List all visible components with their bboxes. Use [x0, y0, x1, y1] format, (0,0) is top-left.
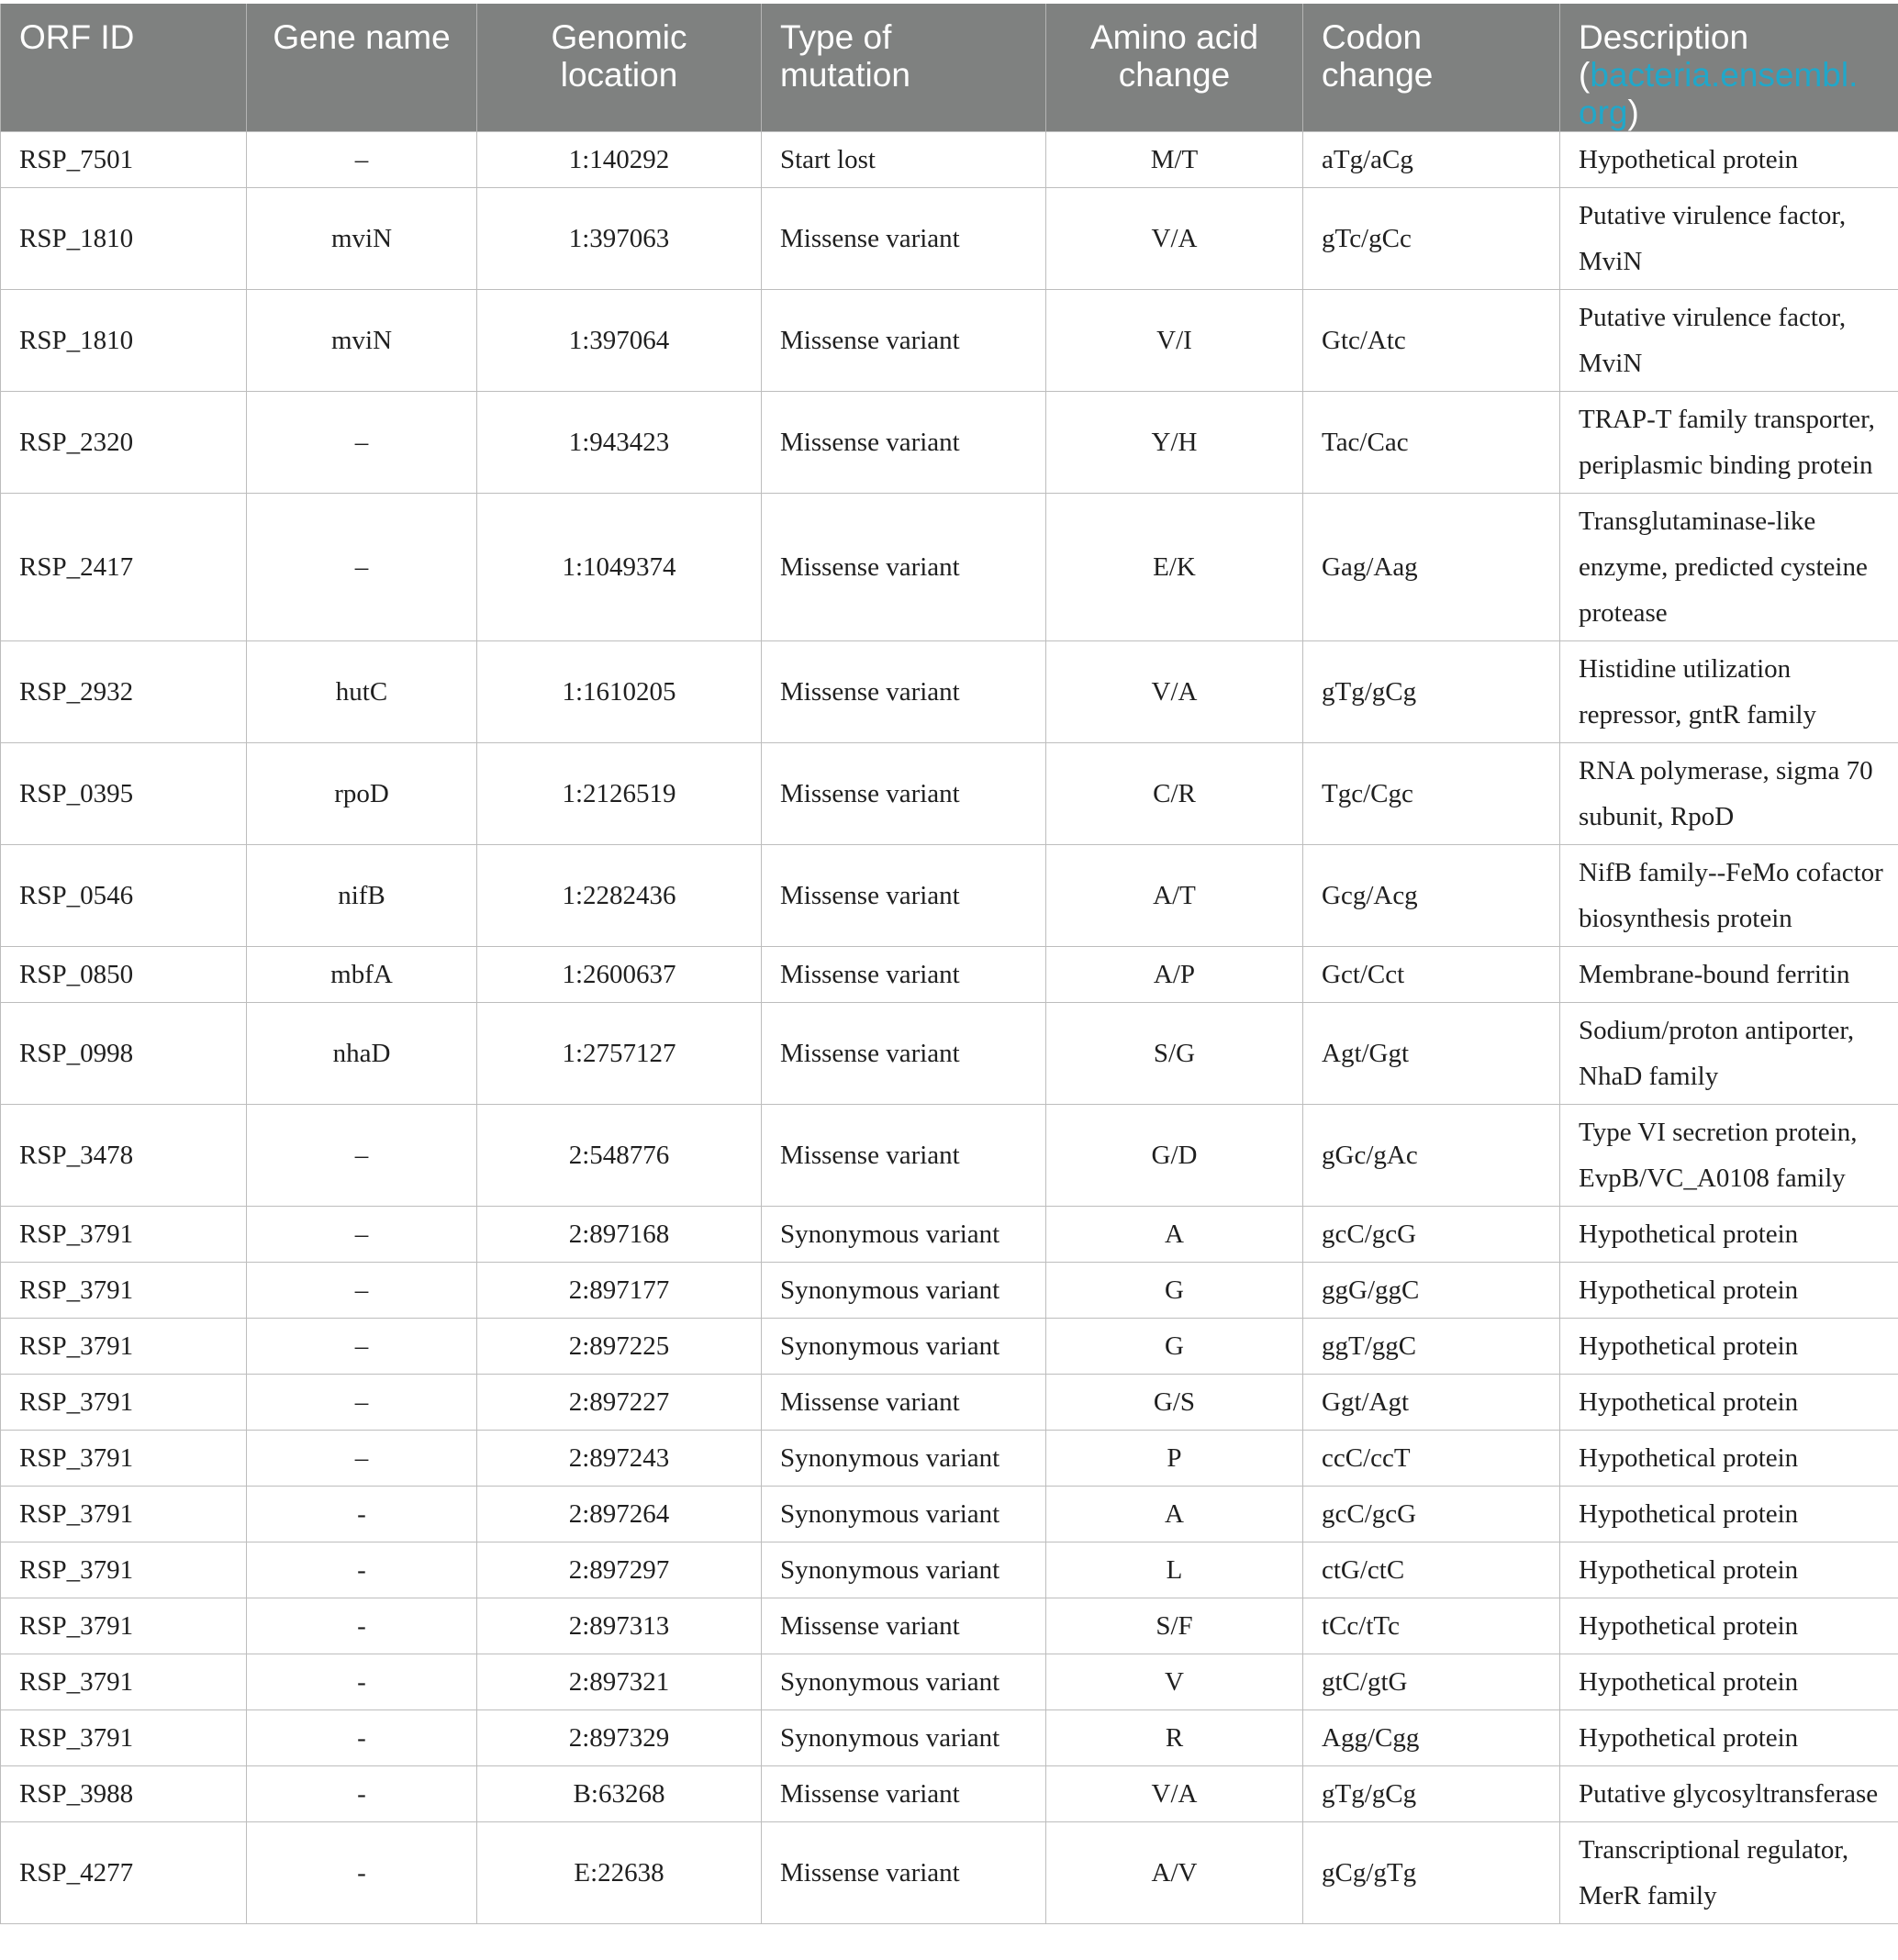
cell-type-of-mutation: Missense variant	[762, 290, 1046, 392]
table-row	[1, 1319, 1898, 1375]
cell-amino-acid-change: A/T	[1046, 845, 1303, 947]
cell-description: Hypothetical protein	[1560, 1710, 1898, 1766]
cell-orf-id: RSP_3988	[1, 1766, 247, 1822]
cell-description: Hypothetical protein	[1560, 1654, 1898, 1710]
cell-orf-id: RSP_3791	[1, 1375, 247, 1431]
cell-gene-name: –	[247, 392, 477, 494]
cell-orf-id: RSP_3791	[1, 1263, 247, 1319]
cell-codon-change: gTg/gCg	[1303, 1766, 1560, 1822]
cell-orf-id: RSP_3791	[1, 1487, 247, 1542]
cell-gene-name: -	[247, 1487, 477, 1542]
cell-orf-id: RSP_3791	[1, 1207, 247, 1263]
table-row	[1, 1431, 1898, 1487]
cell-type-of-mutation: Missense variant	[762, 641, 1046, 743]
cell-type-of-mutation: Synonymous variant	[762, 1654, 1046, 1710]
cell-gene-name: mviN	[247, 188, 477, 290]
cell-genomic-location: 2:897177	[477, 1263, 762, 1319]
cell-orf-id: RSP_0850	[1, 947, 247, 1003]
cell-description: TRAP-T family transporter, periplasmic binding protein	[1560, 392, 1898, 494]
cell-genomic-location: 1:397063	[477, 188, 762, 290]
cell-amino-acid-change: E/K	[1046, 494, 1303, 641]
cell-description: Transcriptional regulator, MerR family	[1560, 1822, 1898, 1924]
cell-genomic-location: 1:2126519	[477, 743, 762, 845]
table-row	[1, 1542, 1898, 1598]
cell-description: Putative glycosyltransferase	[1560, 1766, 1898, 1822]
cell-description: Hypothetical protein	[1560, 1542, 1898, 1598]
cell-gene-name: –	[247, 1105, 477, 1207]
cell-amino-acid-change: G/D	[1046, 1105, 1303, 1207]
cell-description: RNA polymerase, sigma 70 subunit, RpoD	[1560, 743, 1898, 845]
header-amino-acid-change: Amino acid change	[1046, 4, 1303, 132]
cell-orf-id: RSP_0546	[1, 845, 247, 947]
cell-orf-id: RSP_3791	[1, 1598, 247, 1654]
cell-type-of-mutation: Missense variant	[762, 392, 1046, 494]
cell-gene-name: –	[247, 494, 477, 641]
ensembl-link[interactable]	[1579, 56, 1858, 131]
cell-amino-acid-change: G	[1046, 1319, 1303, 1375]
cell-description: Hypothetical protein	[1560, 1431, 1898, 1487]
cell-amino-acid-change: A/P	[1046, 947, 1303, 1003]
cell-orf-id: RSP_3478	[1, 1105, 247, 1207]
table-row	[1, 641, 1898, 743]
cell-genomic-location: 1:2282436	[477, 845, 762, 947]
cell-orf-id: RSP_3791	[1, 1654, 247, 1710]
cell-orf-id: RSP_4277	[1, 1822, 247, 1924]
cell-orf-id: RSP_2417	[1, 494, 247, 641]
cell-codon-change: ggT/ggC	[1303, 1319, 1560, 1375]
cell-genomic-location: 1:1049374	[477, 494, 762, 641]
cell-gene-name: -	[247, 1542, 477, 1598]
table-row	[1, 188, 1898, 290]
cell-type-of-mutation: Synonymous variant	[762, 1207, 1046, 1263]
cell-type-of-mutation: Missense variant	[762, 188, 1046, 290]
cell-amino-acid-change: Y/H	[1046, 392, 1303, 494]
table-row	[1, 1598, 1898, 1654]
cell-genomic-location: 2:897168	[477, 1207, 762, 1263]
cell-genomic-location: 2:548776	[477, 1105, 762, 1207]
cell-type-of-mutation: Missense variant	[762, 1766, 1046, 1822]
cell-gene-name: nhaD	[247, 1003, 477, 1105]
cell-description: Hypothetical protein	[1560, 1375, 1898, 1431]
cell-orf-id: RSP_3791	[1, 1710, 247, 1766]
ensembl-link-line2: org	[1579, 94, 1628, 131]
table-row	[1, 132, 1898, 188]
cell-codon-change: gTg/gCg	[1303, 641, 1560, 743]
cell-description: Hypothetical protein	[1560, 1207, 1898, 1263]
cell-description: Hypothetical protein	[1560, 1263, 1898, 1319]
header-gene-name: Gene name	[247, 4, 477, 132]
cell-codon-change: aTg/aCg	[1303, 132, 1560, 188]
cell-gene-name: –	[247, 1207, 477, 1263]
cell-description: Sodium/proton antiporter, NhaD family	[1560, 1003, 1898, 1105]
cell-codon-change: ggG/ggC	[1303, 1263, 1560, 1319]
cell-genomic-location: 2:897227	[477, 1375, 762, 1431]
table-row	[1, 1654, 1898, 1710]
cell-genomic-location: 2:897329	[477, 1710, 762, 1766]
cell-type-of-mutation: Missense variant	[762, 1375, 1046, 1431]
cell-amino-acid-change: L	[1046, 1542, 1303, 1598]
header-row	[1, 4, 1898, 132]
cell-amino-acid-change: A/V	[1046, 1822, 1303, 1924]
cell-amino-acid-change: G/S	[1046, 1375, 1303, 1431]
cell-genomic-location: 2:897297	[477, 1542, 762, 1598]
header-description: Description (bacteria.ensembl. org)	[1560, 4, 1898, 132]
cell-codon-change: Gcg/Acg	[1303, 845, 1560, 947]
cell-type-of-mutation: Synonymous variant	[762, 1710, 1046, 1766]
cell-gene-name: -	[247, 1654, 477, 1710]
cell-genomic-location: 2:897225	[477, 1319, 762, 1375]
table-row	[1, 392, 1898, 494]
cell-gene-name: -	[247, 1822, 477, 1924]
cell-gene-name: rpoD	[247, 743, 477, 845]
cell-description: Hypothetical protein	[1560, 132, 1898, 188]
table-row	[1, 290, 1898, 392]
cell-type-of-mutation: Missense variant	[762, 947, 1046, 1003]
cell-codon-change: gGc/gAc	[1303, 1105, 1560, 1207]
cell-gene-name: –	[247, 1431, 477, 1487]
cell-gene-name: –	[247, 132, 477, 188]
cell-amino-acid-change: S/F	[1046, 1598, 1303, 1654]
mutation-table	[0, 4, 1898, 1924]
header-genomic-location: Genomic location	[477, 4, 762, 132]
cell-description: Hypothetical protein	[1560, 1487, 1898, 1542]
header-codon-change: Codon change	[1303, 4, 1560, 132]
cell-gene-name: -	[247, 1766, 477, 1822]
cell-amino-acid-change: A	[1046, 1207, 1303, 1263]
cell-type-of-mutation: Missense variant	[762, 1105, 1046, 1207]
table-row	[1, 947, 1898, 1003]
cell-type-of-mutation: Synonymous variant	[762, 1263, 1046, 1319]
cell-amino-acid-change: G	[1046, 1263, 1303, 1319]
table-row	[1, 1487, 1898, 1542]
cell-description: Hypothetical protein	[1560, 1598, 1898, 1654]
cell-amino-acid-change: V	[1046, 1654, 1303, 1710]
cell-type-of-mutation: Missense variant	[762, 1822, 1046, 1924]
cell-type-of-mutation: Missense variant	[762, 845, 1046, 947]
cell-genomic-location: 1:397064	[477, 290, 762, 392]
cell-amino-acid-change: V/A	[1046, 1766, 1303, 1822]
cell-genomic-location: 1:943423	[477, 392, 762, 494]
cell-type-of-mutation: Synonymous variant	[762, 1487, 1046, 1542]
cell-type-of-mutation: Synonymous variant	[762, 1319, 1046, 1375]
cell-codon-change: Ggt/Agt	[1303, 1375, 1560, 1431]
table-row	[1, 1375, 1898, 1431]
cell-description: Putative virulence factor, MviN	[1560, 290, 1898, 392]
cell-description: Transglutaminase-like enzyme, predicted cysteine protease	[1560, 494, 1898, 641]
table-row	[1, 494, 1898, 641]
header-type-of-mutation: Type of mutation	[762, 4, 1046, 132]
cell-gene-name: mbfA	[247, 947, 477, 1003]
cell-orf-id: RSP_2320	[1, 392, 247, 494]
cell-amino-acid-change: R	[1046, 1710, 1303, 1766]
cell-gene-name: mviN	[247, 290, 477, 392]
cell-type-of-mutation: Synonymous variant	[762, 1542, 1046, 1598]
ensembl-link-line1: bacteria.ensembl.	[1590, 56, 1859, 94]
cell-description: Type VI secretion protein, EvpB/VC_A0108 family	[1560, 1105, 1898, 1207]
cell-codon-change: tCc/tTc	[1303, 1598, 1560, 1654]
cell-codon-change: ctG/ctC	[1303, 1542, 1560, 1598]
table-row	[1, 1263, 1898, 1319]
table-row	[1, 845, 1898, 947]
cell-genomic-location: 1:1610205	[477, 641, 762, 743]
cell-codon-change: gcC/gcG	[1303, 1487, 1560, 1542]
header-description-label: Description	[1579, 18, 1749, 56]
table-row	[1, 1710, 1898, 1766]
cell-codon-change: gTc/gCc	[1303, 188, 1560, 290]
table-row	[1, 743, 1898, 845]
cell-genomic-location: 2:897243	[477, 1431, 762, 1487]
cell-description: NifB family--FeMo cofactor biosynthesis protein	[1560, 845, 1898, 947]
cell-orf-id: RSP_0998	[1, 1003, 247, 1105]
cell-amino-acid-change: V/I	[1046, 290, 1303, 392]
cell-amino-acid-change: M/T	[1046, 132, 1303, 188]
cell-genomic-location: 1:2600637	[477, 947, 762, 1003]
table-row	[1, 1003, 1898, 1105]
header-orf-id: ORF ID	[1, 4, 247, 132]
cell-description: Putative virulence factor, MviN	[1560, 188, 1898, 290]
cell-gene-name: –	[247, 1375, 477, 1431]
cell-type-of-mutation: Missense variant	[762, 743, 1046, 845]
cell-codon-change: Agt/Ggt	[1303, 1003, 1560, 1105]
cell-description: Histidine utilization repressor, gntR family	[1560, 641, 1898, 743]
cell-genomic-location: 1:2757127	[477, 1003, 762, 1105]
cell-orf-id: RSP_3791	[1, 1319, 247, 1375]
cell-orf-id: RSP_3791	[1, 1542, 247, 1598]
cell-amino-acid-change: V/A	[1046, 188, 1303, 290]
cell-codon-change: Gtc/Atc	[1303, 290, 1560, 392]
cell-gene-name: -	[247, 1598, 477, 1654]
cell-orf-id: RSP_1810	[1, 188, 247, 290]
cell-orf-id: RSP_1810	[1, 290, 247, 392]
cell-codon-change: gtC/gtG	[1303, 1654, 1560, 1710]
cell-description: Membrane-bound ferritin	[1560, 947, 1898, 1003]
cell-amino-acid-change: V/A	[1046, 641, 1303, 743]
cell-amino-acid-change: S/G	[1046, 1003, 1303, 1105]
cell-genomic-location: 2:897264	[477, 1487, 762, 1542]
cell-codon-change: Gct/Cct	[1303, 947, 1560, 1003]
cell-orf-id: RSP_2932	[1, 641, 247, 743]
cell-orf-id: RSP_3791	[1, 1431, 247, 1487]
cell-amino-acid-change: A	[1046, 1487, 1303, 1542]
cell-codon-change: gcC/gcG	[1303, 1207, 1560, 1263]
cell-codon-change: Tac/Cac	[1303, 392, 1560, 494]
cell-genomic-location: 1:140292	[477, 132, 762, 188]
cell-gene-name: nifB	[247, 845, 477, 947]
table-body	[1, 132, 1898, 1924]
cell-amino-acid-change: P	[1046, 1431, 1303, 1487]
cell-genomic-location: 2:897321	[477, 1654, 762, 1710]
cell-type-of-mutation: Missense variant	[762, 494, 1046, 641]
cell-gene-name: -	[247, 1710, 477, 1766]
cell-codon-change: ccC/ccT	[1303, 1431, 1560, 1487]
cell-genomic-location: E:22638	[477, 1822, 762, 1924]
cell-genomic-location: B:63268	[477, 1766, 762, 1822]
cell-type-of-mutation: Synonymous variant	[762, 1431, 1046, 1487]
cell-codon-change: Tgc/Cgc	[1303, 743, 1560, 845]
cell-type-of-mutation: Start lost	[762, 132, 1046, 188]
cell-genomic-location: 2:897313	[477, 1598, 762, 1654]
table-row	[1, 1207, 1898, 1263]
cell-orf-id: RSP_7501	[1, 132, 247, 188]
cell-gene-name: –	[247, 1263, 477, 1319]
cell-gene-name: hutC	[247, 641, 477, 743]
cell-orf-id: RSP_0395	[1, 743, 247, 845]
table-row	[1, 1822, 1898, 1924]
table-row	[1, 1766, 1898, 1822]
cell-gene-name: –	[247, 1319, 477, 1375]
cell-description: Hypothetical protein	[1560, 1319, 1898, 1375]
cell-codon-change: gCg/gTg	[1303, 1822, 1560, 1924]
cell-amino-acid-change: C/R	[1046, 743, 1303, 845]
cell-type-of-mutation: Missense variant	[762, 1598, 1046, 1654]
cell-type-of-mutation: Missense variant	[762, 1003, 1046, 1105]
table-row	[1, 1105, 1898, 1207]
cell-codon-change: Agg/Cgg	[1303, 1710, 1560, 1766]
cell-codon-change: Gag/Aag	[1303, 494, 1560, 641]
